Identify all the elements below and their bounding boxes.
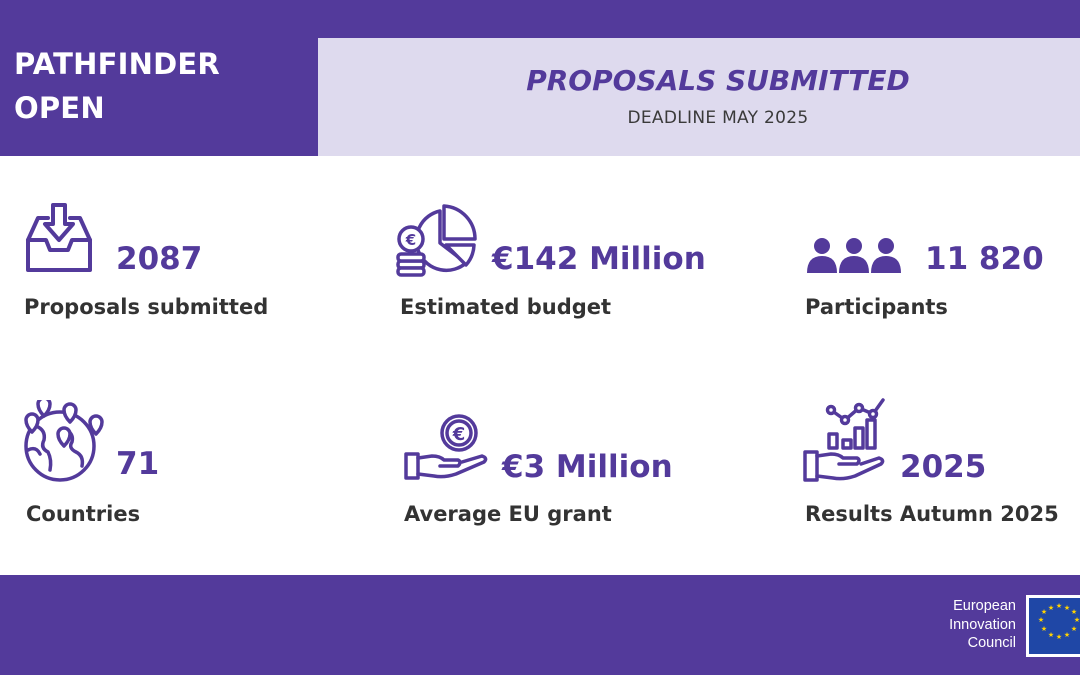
budget-coins-pie-icon [396, 203, 480, 279]
stat-value: 71 [116, 446, 160, 482]
stat-value: €3 Million [502, 449, 673, 485]
svg-text:★: ★ [1040, 625, 1048, 633]
svg-text:★: ★ [1070, 608, 1078, 616]
brand-title-line1: PATHFINDER [14, 47, 220, 81]
stat-value: €142 Million [492, 241, 706, 277]
hand-growth-chart-icon [803, 396, 887, 484]
svg-text:★: ★ [1055, 633, 1063, 641]
svg-text:€: € [405, 231, 417, 249]
stat-label: Countries [26, 502, 141, 526]
org-name-line3: Council [967, 635, 1016, 651]
top-band [0, 0, 1080, 38]
brand-title-line2: OPEN [14, 91, 105, 125]
svg-text:★: ★ [1055, 602, 1063, 610]
svg-text:★: ★ [1040, 608, 1048, 616]
svg-text:★: ★ [1047, 604, 1055, 612]
svg-text:★: ★ [1063, 604, 1071, 612]
org-name-line2: Innovation [949, 616, 1016, 633]
people-group-icon [806, 237, 902, 275]
inbox-download-icon [24, 202, 94, 274]
page-subtitle: DEADLINE MAY 2025 [627, 108, 809, 128]
stat-label: Results Autumn 2025 [805, 502, 1059, 526]
header-panel [318, 38, 1080, 156]
svg-text:€: € [452, 424, 466, 445]
globe-pins-icon [22, 400, 104, 484]
svg-text:★: ★ [1047, 631, 1055, 639]
svg-text:★: ★ [1063, 631, 1071, 639]
stat-label: Proposals submitted [24, 295, 269, 319]
svg-text:★: ★ [1037, 616, 1045, 624]
stat-value: 2087 [116, 241, 203, 277]
stat-value: 2025 [900, 449, 987, 485]
stat-value: 11 820 [925, 241, 1044, 277]
stat-label: Average EU grant [404, 502, 612, 526]
stat-label: Participants [805, 295, 948, 319]
svg-text:★: ★ [1073, 616, 1080, 624]
eu-flag-icon [1026, 595, 1080, 657]
page-title: PROPOSALS SUBMITTED [526, 64, 910, 97]
brand-block [0, 38, 318, 156]
stat-label: Estimated budget [400, 295, 612, 319]
brand-title [14, 42, 220, 130]
org-name-line1: European [953, 598, 1016, 614]
footer [0, 575, 1080, 675]
eic-logo-text [949, 597, 1016, 653]
hand-euro-coin-icon [404, 414, 490, 482]
svg-text:★: ★ [1070, 625, 1078, 633]
